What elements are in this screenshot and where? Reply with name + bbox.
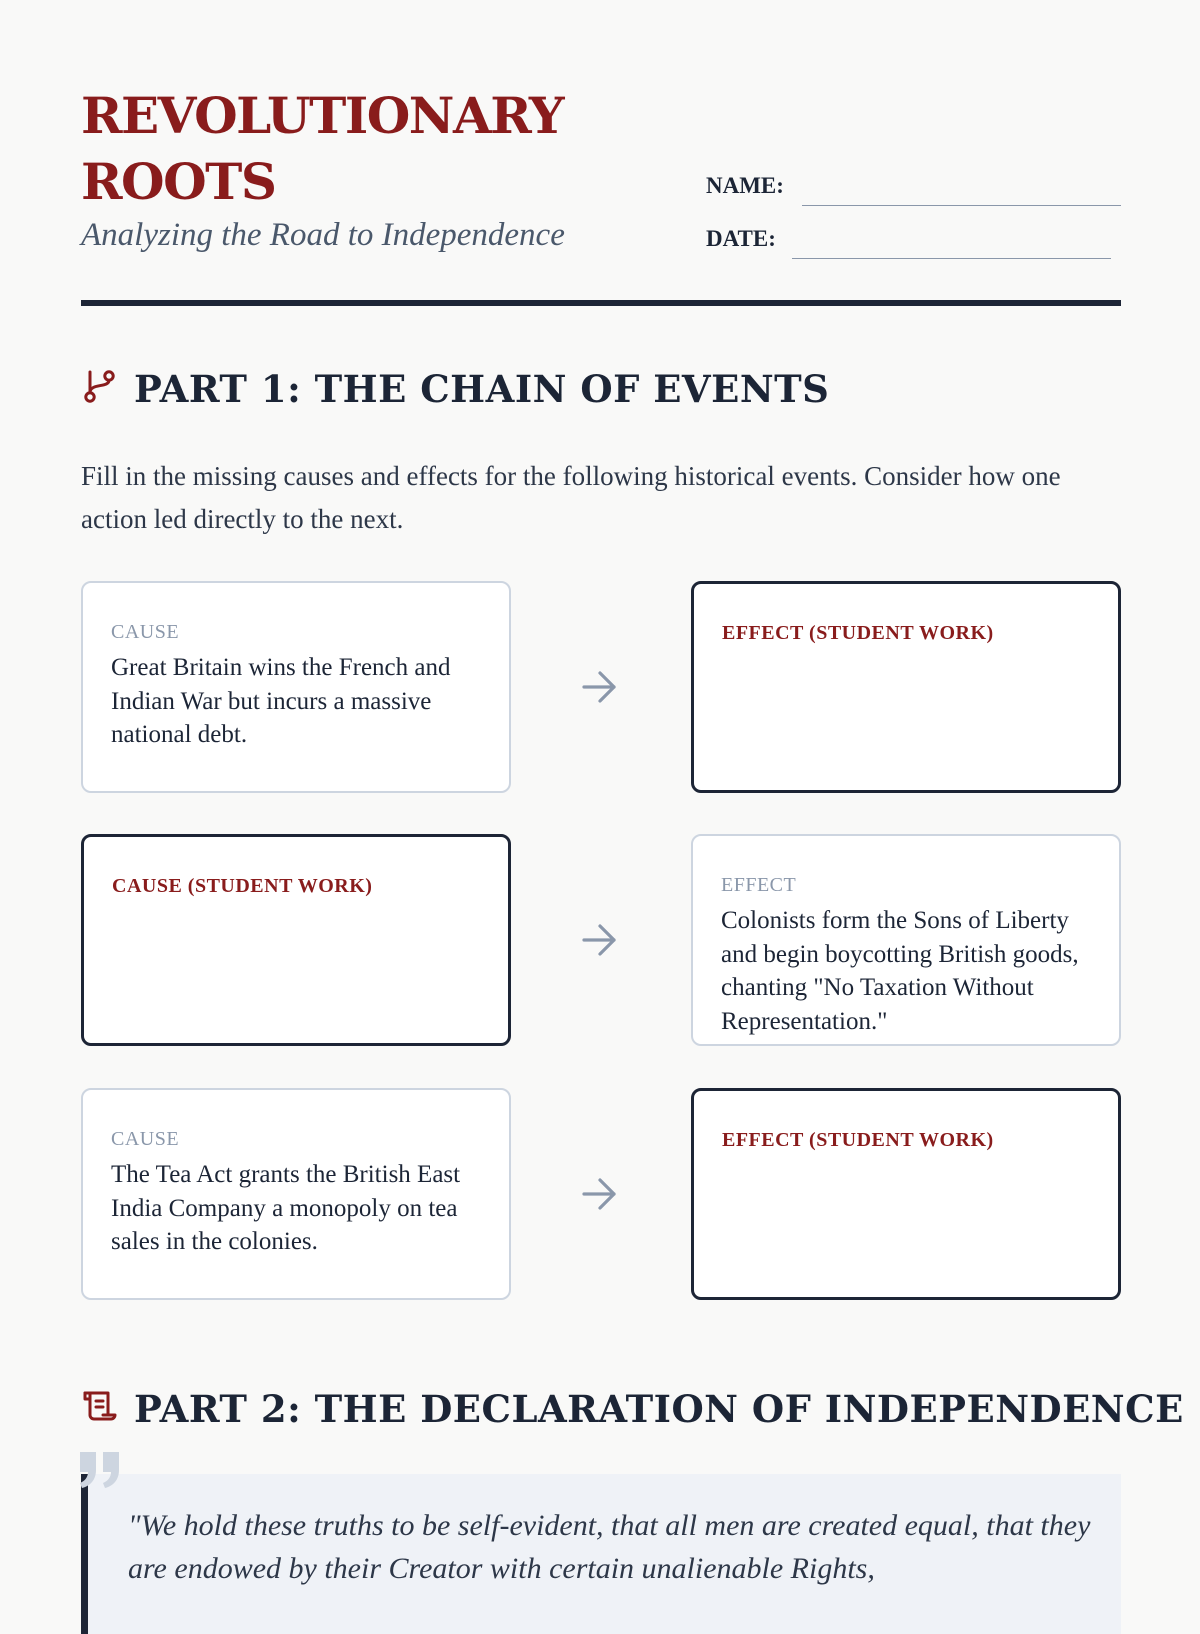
- name-label: NAME:: [706, 173, 784, 198]
- part1-instructions: Fill in the missing causes and effects for the following historical events. Consider how one action led directly to the next.: [81, 461, 1061, 534]
- declaration-quote: [81, 1474, 1121, 1634]
- effect-text: Colonists form the Sons of Liberty and begin boycotting British goods, chanting "No Taxation Without Representation.": [721, 907, 1079, 1035]
- effect-label: EFFECT: [721, 874, 797, 896]
- effect-student-label: EFFECT (STUDENT WORK): [722, 1129, 994, 1151]
- date-label: DATE:: [706, 226, 776, 251]
- cause-text: The Tea Act grants the British East India Company a monopoly on tea sales in the colonies.: [111, 1161, 461, 1255]
- effect-card-2: [691, 834, 1121, 1046]
- cause-student-card-2[interactable]: [81, 834, 511, 1046]
- scroll-icon: [81, 1388, 117, 1424]
- arrow-right-icon: [580, 920, 620, 960]
- worksheet-subtitle: Analyzing the Road to Independence: [81, 217, 565, 253]
- cause-label: CAUSE: [111, 1128, 180, 1150]
- cause-label: CAUSE: [111, 621, 180, 643]
- title-line-1: REVOLUTIONARY: [81, 86, 564, 145]
- quote-icon: [76, 1448, 126, 1498]
- quote-text: "We hold these truths to be self-evident, that all men are created equal, that they are endowed by their Creator with certain unalienable Rights,: [128, 1509, 1091, 1585]
- part1-heading: PART 1: THE CHAIN OF EVENTS: [134, 367, 830, 411]
- cause-card-3: [81, 1088, 511, 1300]
- cause-student-label: CAUSE (STUDENT WORK): [112, 875, 373, 897]
- title-line-2: ROOTS: [81, 152, 276, 211]
- cause-text: Great Britain wins the French and Indian War but incurs a massive national debt.: [111, 654, 451, 748]
- part2-heading: PART 2: THE DECLARATION OF INDEPENDENCE: [134, 1387, 1184, 1431]
- git-branch-icon: [81, 368, 117, 404]
- date-field-line[interactable]: [792, 258, 1111, 259]
- header-divider: [81, 300, 1121, 306]
- effect-student-card-3[interactable]: [691, 1088, 1121, 1300]
- cause-card-1: [81, 581, 511, 793]
- effect-student-label: EFFECT (STUDENT WORK): [722, 622, 994, 644]
- name-field-line[interactable]: [802, 205, 1121, 206]
- arrow-right-icon: [580, 1174, 620, 1214]
- worksheet-title: [81, 83, 563, 215]
- effect-student-card-1[interactable]: [691, 581, 1121, 793]
- arrow-right-icon: [580, 667, 620, 707]
